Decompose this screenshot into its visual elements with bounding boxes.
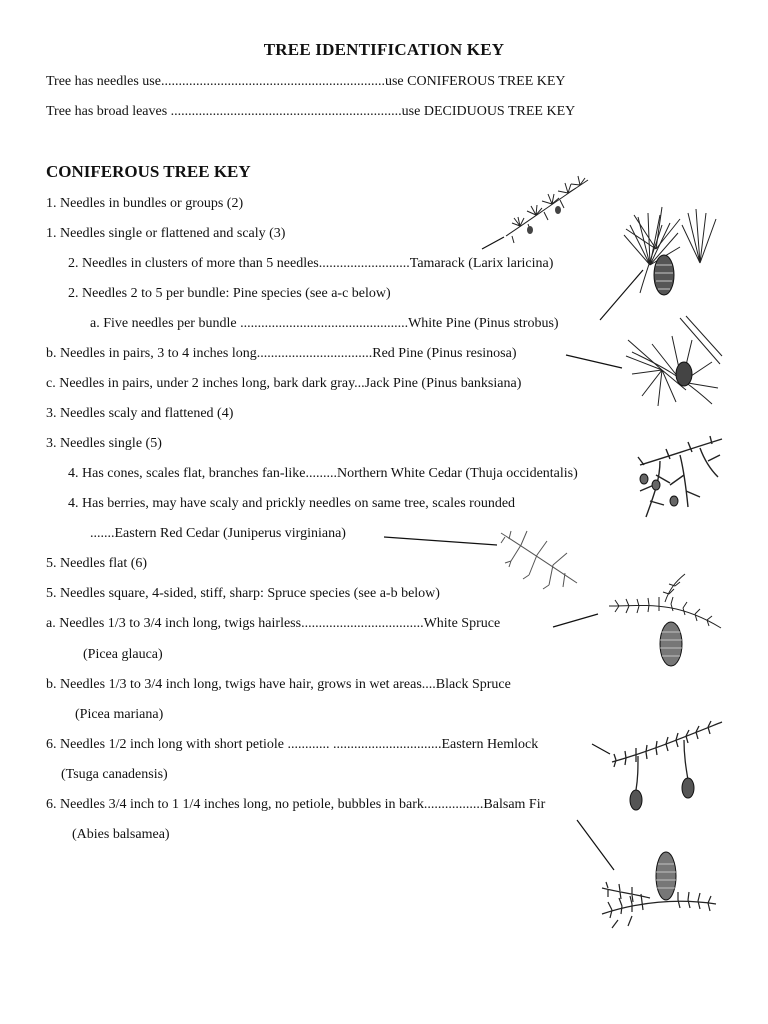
key-line: 5. Needles flat (6) [46, 556, 148, 571]
northern-white-cedar-illustration [630, 435, 725, 525]
key-line: b. Needles in pairs, 3 to 4 inches long.................................Red Pine (Pinus resinosa) [46, 346, 517, 361]
key-line: 1. Needles in bundles or groups (2) [46, 196, 244, 211]
page-title: TREE IDENTIFICATION KEY [263, 40, 505, 59]
key-line: c. Needles in pairs, under 2 inches long, bark dark gray...Jack Pine (Pinus banksiana) [46, 376, 522, 391]
key-line: (Tsuga canadensis) [61, 767, 168, 782]
key-line: 6. Needles 1/2 inch long with short petiole ............ ...............................Eastern Hemlock [46, 737, 539, 752]
key-line: 5. Needles square, 4-sided, stiff, sharp: Spruce species (see a-b below) [46, 586, 440, 601]
key-line: a. Five needles per bundle ................................................White Pine (Pinus strobus) [90, 316, 559, 331]
balsam-fir-illustration [598, 848, 720, 930]
intro-line-needles: Tree has needles use................................................................use CONIFEROUS TREE KEY [46, 74, 566, 89]
eastern-hemlock-illustration [608, 718, 726, 814]
connector-red-cedar [384, 537, 497, 545]
red-pine-illustration [622, 312, 727, 410]
key-line: 2. Needles 2 to 5 per bundle: Pine species (see a-c below) [68, 286, 391, 301]
key-line: (Abies balsamea) [72, 827, 170, 842]
key-line: 4. Has cones, scales flat, branches fan-like.........Northern White Cedar (Thuja occidentalis) [68, 466, 578, 481]
key-line: 3. Needles single (5) [46, 436, 162, 451]
connector-white-spruce [553, 614, 598, 627]
tamarack-illustration [500, 170, 595, 245]
key-line: (Picea glauca) [83, 647, 163, 662]
key-line: 4. Has berries, may have scaly and prickly needles on same tree, scales rounded [68, 496, 516, 511]
white-pine-illustration [620, 205, 725, 300]
key-line: .......Eastern Red Cedar (Juniperus virginiana) [90, 526, 346, 541]
key-line: b. Needles 1/3 to 3/4 inch long, twigs have hair, grows in wet areas....Black Spruce [46, 677, 511, 692]
connector-red-pine [566, 355, 622, 368]
key-line: 3. Needles scaly and flattened (4) [46, 406, 234, 421]
key-line: (Picea mariana) [75, 707, 164, 722]
eastern-red-cedar-illustration [497, 523, 582, 593]
white-spruce-illustration [605, 572, 725, 670]
intro-line-broad-leaves: Tree has broad leaves ..................................................................use DECIDUOUS TREE KEY [46, 104, 576, 119]
section-heading: CONIFEROUS TREE KEY [46, 162, 251, 181]
key-line: 6. Needles 3/4 inch to 1 1/4 inches long, no petiole, bubbles in bark.................Balsam Fir [46, 797, 546, 812]
key-line: 2. Needles in clusters of more than 5 needles..........................Tamarack (Larix laricina) [68, 256, 554, 271]
key-line: a. Needles 1/3 to 3/4 inch long, twigs hairless...................................White Spruce [46, 616, 501, 631]
key-line: 1. Needles single or flattened and scaly (3) [46, 226, 286, 241]
